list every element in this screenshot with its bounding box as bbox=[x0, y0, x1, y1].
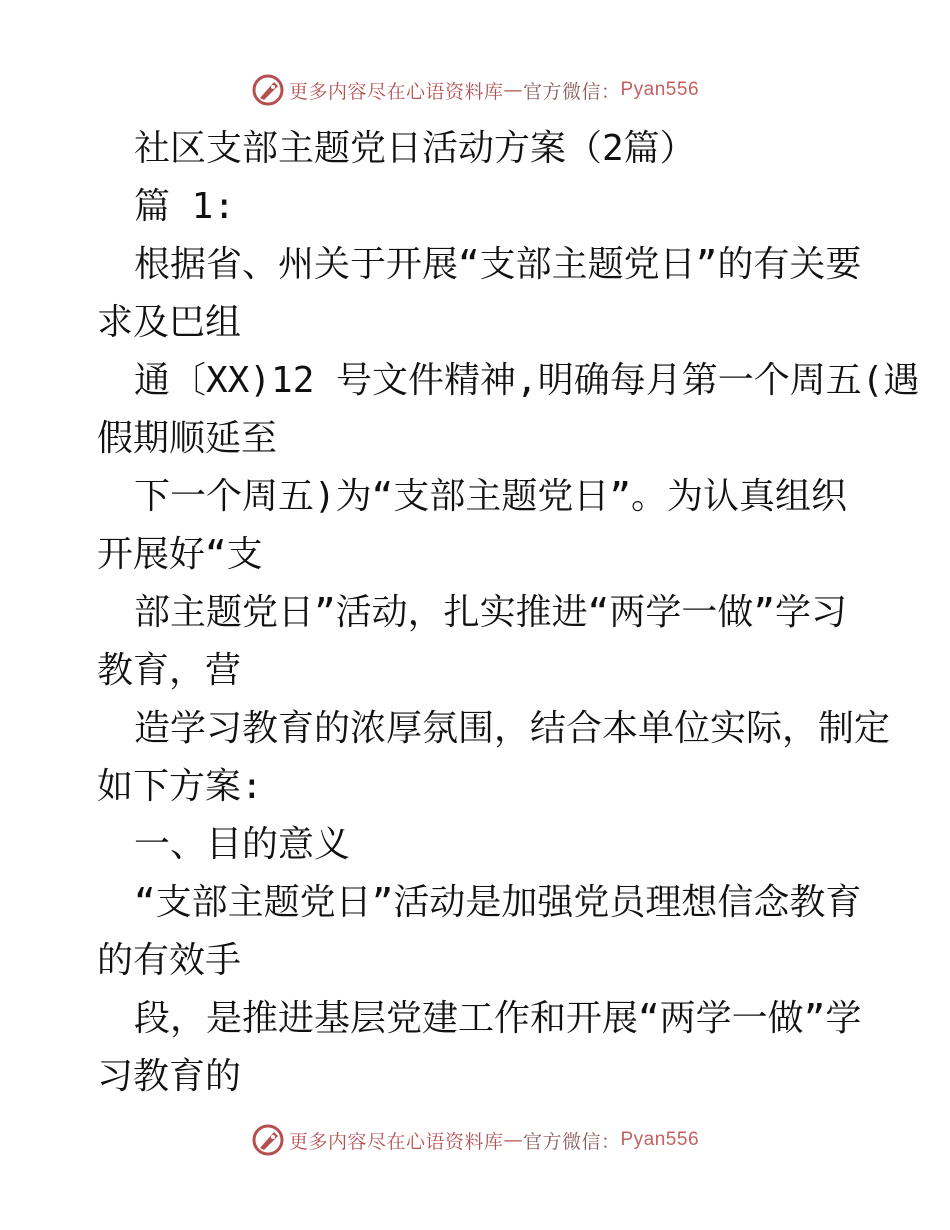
paragraph-line: “支部主题党日”活动是加强党员理想信念教育 bbox=[134, 882, 862, 923]
paragraph-line: 部主题党日”活动，扎实推进“两学一做”学习 bbox=[134, 592, 848, 633]
document-title: 社区支部主题党日活动方案（2篇） bbox=[134, 128, 696, 169]
paragraph-line: 开展好“支 bbox=[97, 534, 263, 575]
paragraph-line: 段，是推进基层党建工作和开展“两学一做”学 bbox=[134, 998, 862, 1039]
paragraph-line: 下一个周五)为“支部主题党日”。为认真组织 bbox=[134, 476, 848, 517]
paragraph-line: 教育，营 bbox=[97, 650, 242, 691]
banner-separator: — bbox=[503, 79, 523, 101]
banner-wechat-id: Pyan556 bbox=[620, 79, 700, 100]
banner-text: 更多内容尽在心语资料库 bbox=[288, 1130, 504, 1153]
paragraph-line: 造学习教育的浓厚氛围，结合本单位实际，制定 bbox=[134, 708, 891, 749]
paragraph-line: 假期顺延至 bbox=[97, 418, 278, 459]
banner-separator: — bbox=[503, 1129, 523, 1151]
banner-brand: 官方微信： bbox=[522, 1130, 621, 1153]
footer-watermark-banner bbox=[0, 1120, 950, 1160]
banner-text: 更多内容尽在心语资料库 bbox=[288, 80, 504, 103]
paragraph-line: 如下方案: bbox=[97, 766, 263, 807]
paragraph-line: 根据省、州关于开展“支部主题党日”的有关要 bbox=[134, 244, 862, 285]
header-watermark-banner bbox=[0, 70, 950, 110]
section-heading: 篇 1: bbox=[134, 186, 236, 227]
banner-wechat-id: Pyan556 bbox=[620, 1129, 700, 1150]
pen-nib-logo-icon bbox=[251, 1123, 285, 1157]
banner-brand: 官方微信： bbox=[522, 80, 621, 103]
paragraph-line: 的有效手 bbox=[97, 940, 242, 981]
paragraph-line: 习教育的 bbox=[97, 1056, 242, 1097]
paragraph-line: 求及巴组 bbox=[97, 302, 242, 343]
paragraph-line: 通〔XX)12 号文件精神,明确每月第一个周五(遇 bbox=[134, 360, 920, 401]
section-heading: 一、目的意义 bbox=[134, 824, 351, 865]
pen-nib-logo-icon bbox=[251, 73, 285, 107]
